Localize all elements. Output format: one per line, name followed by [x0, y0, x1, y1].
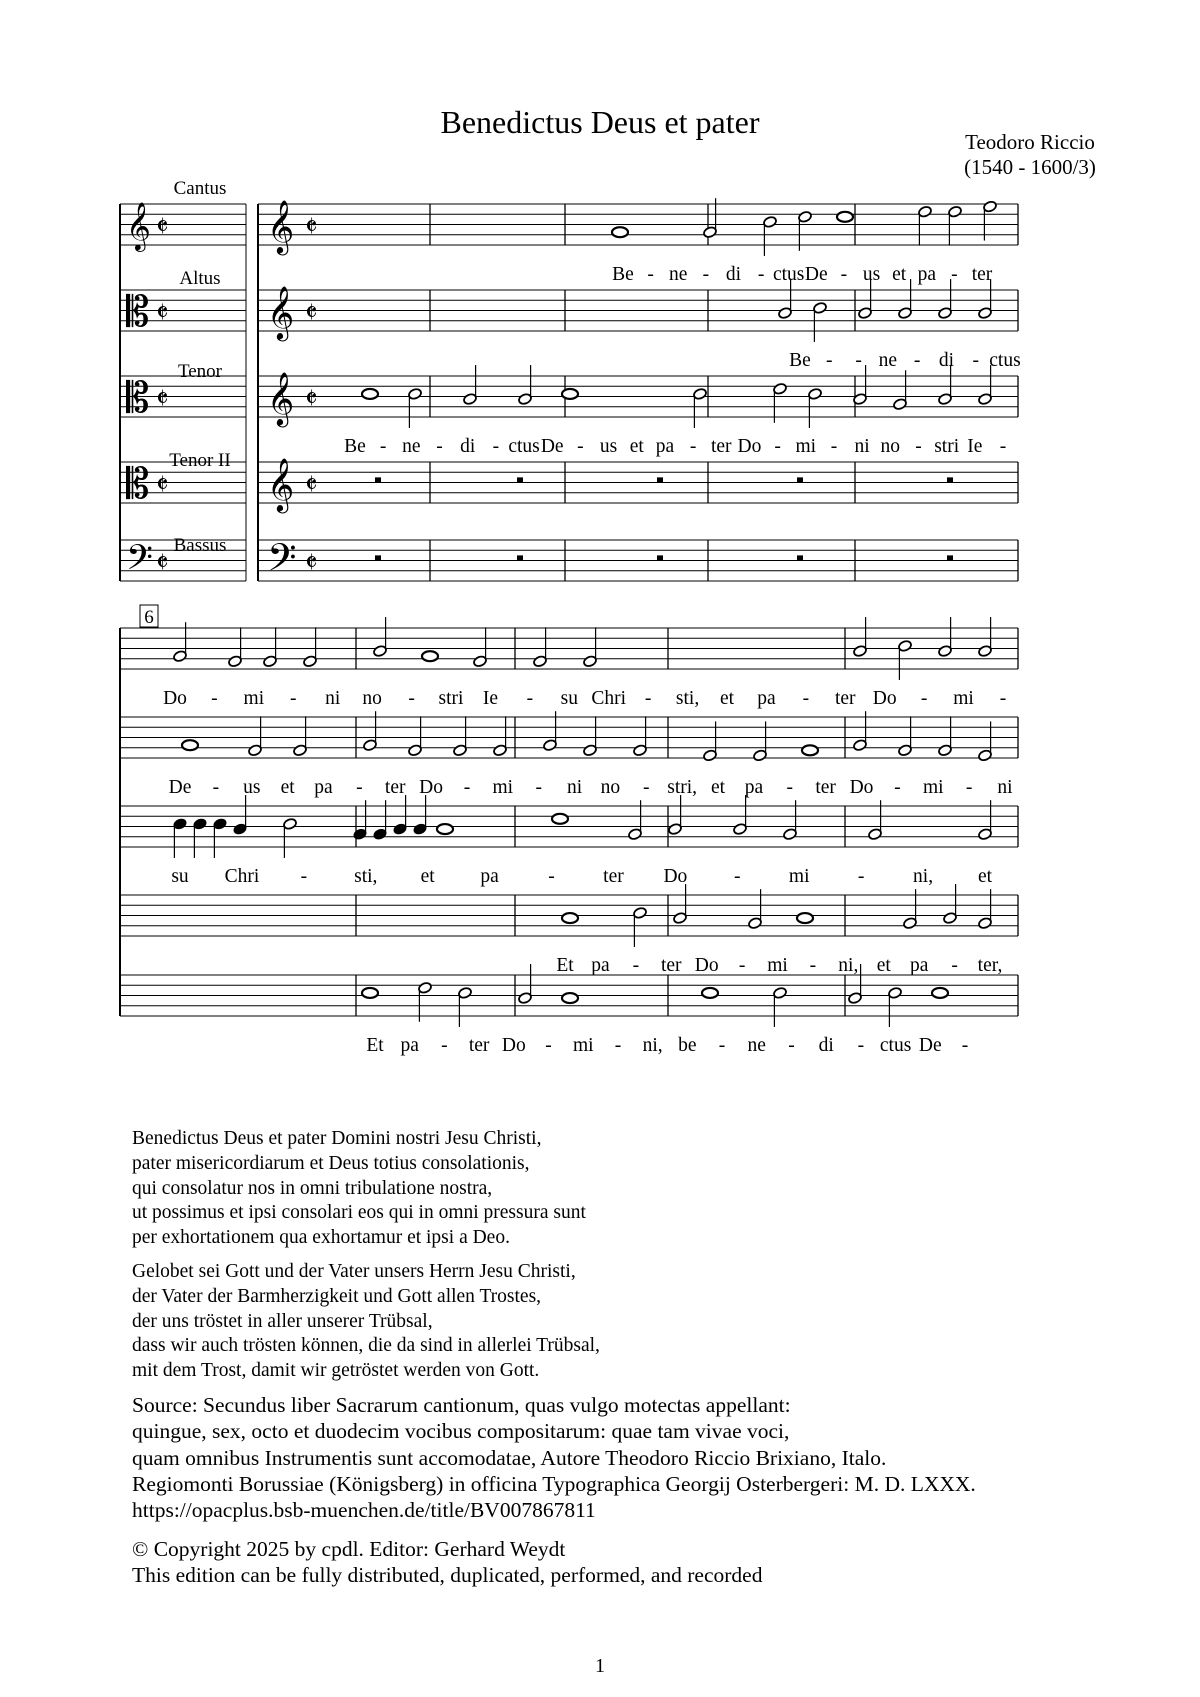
- lyric-syllable: -: [802, 688, 810, 709]
- text-line: qui consolatur nos in omni tribulatione nostra,: [132, 1177, 493, 1199]
- text-line: pater misericordiarum et Deus totius consolationis,: [132, 1152, 530, 1174]
- german-text: [132, 1260, 600, 1384]
- lyric-syllable: -: [463, 777, 471, 798]
- text-line: Benedictus Deus et pater Domini nostri Jesu Christi,: [132, 1128, 542, 1149]
- clef-glyph: 𝄞: [267, 201, 295, 252]
- lyric-syllable: -: [408, 688, 415, 709]
- clef-glyph: 𝄢: [267, 537, 297, 588]
- lyric-syllable: -: [535, 777, 542, 798]
- lyric-syllable: no: [880, 436, 901, 457]
- lyric-syllable: stri,: [667, 777, 698, 798]
- whole-note: [797, 913, 813, 923]
- lyric-syllable: us: [862, 264, 881, 285]
- source-url: https://opacplus.bsb-muenchen.de/title/BV007867811: [132, 1498, 596, 1523]
- lyric-syllable: pa: [480, 866, 499, 887]
- lyric-syllable: stri: [438, 688, 464, 709]
- copyright-text: [132, 1536, 762, 1589]
- lyric-syllable: sti,: [675, 688, 700, 709]
- text-line: der Vater der Barmherzigkeit und Gott allen Trostes,: [132, 1285, 542, 1307]
- incipit-clef-glyph: 𝄢: [126, 540, 154, 586]
- clef-glyph: 𝄞: [267, 287, 295, 338]
- whole-note: [362, 389, 378, 399]
- whole-note: [422, 651, 438, 661]
- lyric-syllable: -: [441, 1035, 448, 1056]
- whole-note: [562, 913, 578, 923]
- lyric-syllable: us: [599, 436, 618, 457]
- lyric-syllable: -: [999, 436, 1007, 457]
- time-signature: 𝄵: [305, 470, 318, 501]
- time-signature: 𝄵: [305, 548, 318, 579]
- lyric-syllable: -: [211, 688, 218, 709]
- lyric-syllable: De: [804, 264, 828, 285]
- lyric-syllable: pa: [917, 264, 936, 285]
- lyric-syllable: et: [420, 866, 435, 887]
- time-signature: 𝄵: [305, 384, 318, 415]
- lyric-syllable: -: [809, 955, 817, 976]
- lyric-syllable: ter,: [977, 955, 1003, 976]
- lyric-syllable: Et: [366, 1035, 384, 1056]
- lyric-syllable: -: [300, 866, 308, 887]
- rest: [947, 555, 953, 560]
- lyric-syllable: Chri: [591, 688, 627, 709]
- lyric-syllable: pa: [744, 777, 764, 798]
- lyric-syllable: ter: [384, 777, 406, 798]
- lyric-syllable: mi: [788, 866, 810, 887]
- lyric-syllable: et: [629, 436, 644, 457]
- lyric-syllable: Do: [849, 777, 874, 798]
- lyric-syllable: -: [644, 688, 652, 709]
- composer-dates: (1540 - 1600/3): [964, 155, 1096, 179]
- whole-note: [562, 993, 578, 1003]
- measure-number: 6: [144, 607, 154, 628]
- lyric-syllable: no: [600, 777, 621, 798]
- incipit-clef-glyph: 𝄡: [126, 290, 150, 336]
- time-signature: 𝄵: [156, 470, 169, 501]
- lyric-syllable: et: [280, 777, 295, 798]
- rest: [517, 555, 523, 560]
- page-number: 1: [595, 1655, 605, 1677]
- lyric-syllable: mi: [953, 688, 974, 709]
- lyric-syllable: ni,: [838, 955, 859, 976]
- text-line: mit dem Trost, damit wir getröstet werden von Gott.: [132, 1360, 540, 1382]
- text-line: dass wir auch trösten können, die da sind in allerlei Trübsal,: [132, 1335, 600, 1357]
- voice-label: Tenor: [177, 361, 223, 382]
- lyric-syllable: Be: [344, 436, 366, 457]
- lyric-syllable: ter: [834, 688, 856, 709]
- lyric-syllable: De: [168, 777, 192, 798]
- lyric-syllable: ctus: [772, 264, 805, 285]
- lyric-syllable: ni,: [642, 1035, 663, 1056]
- lyric-syllable: -: [840, 264, 848, 285]
- lyric-syllable: Be: [612, 264, 634, 285]
- lyric-syllable: -: [857, 866, 865, 887]
- composer-name: Teodoro Riccio: [965, 130, 1095, 154]
- lyric-syllable: -: [855, 350, 862, 371]
- rest: [657, 477, 663, 482]
- lyric-syllable: -: [965, 777, 973, 798]
- lyric-syllable: mi: [492, 777, 514, 798]
- text-line: der uns tröstet in aller unserer Trübsal,: [132, 1310, 433, 1332]
- lyric-syllable: mi: [922, 777, 944, 798]
- lyric-syllable: ni: [325, 688, 341, 709]
- whole-note: [702, 988, 718, 998]
- lyric-syllable: -: [857, 1035, 865, 1056]
- lyric-syllable: ne: [669, 264, 688, 285]
- lyric-syllable: mi: [572, 1035, 594, 1056]
- lyric-syllable: -: [734, 866, 741, 887]
- lyric-syllable: ter: [971, 264, 993, 285]
- lyric-syllable: -: [951, 264, 958, 285]
- lyric-syllable: di: [725, 264, 742, 285]
- lyric-syllable: et: [892, 264, 907, 285]
- lyric-syllable: -: [647, 264, 654, 285]
- lyric-syllable: Chri: [224, 866, 260, 887]
- lyric-syllable: mi: [243, 688, 265, 709]
- lyric-syllable: -: [702, 264, 710, 285]
- clef-glyph: 𝄞: [267, 373, 295, 424]
- whole-note: [362, 988, 378, 998]
- incipit-clef-glyph: 𝄡: [126, 462, 150, 508]
- lyric-syllable: be: [678, 1035, 697, 1056]
- lyric-syllable: -: [894, 777, 901, 798]
- lyric-syllable: ni,: [913, 866, 934, 887]
- rest: [947, 477, 953, 482]
- rest: [797, 555, 803, 560]
- lyric-syllable: De: [918, 1035, 942, 1056]
- time-signature: 𝄵: [156, 548, 169, 579]
- lyric-syllable: ter: [603, 866, 624, 887]
- time-signature: 𝄵: [156, 298, 169, 329]
- whole-note: [837, 212, 853, 222]
- lyric-syllable: ne: [878, 350, 898, 371]
- time-signature: 𝄵: [156, 212, 169, 243]
- voice-label: Tenor II: [169, 450, 231, 471]
- lyric-syllable: mi: [767, 955, 788, 976]
- lyric-syllable: Do: [663, 866, 688, 887]
- lyric-syllable: -: [757, 264, 765, 285]
- time-signature: 𝄵: [305, 212, 318, 243]
- text-line: Regiomonti Borussiae (Königsberg) in officina Typographica Georgij Osterbergeri: M. D. LXXX.: [132, 1471, 976, 1496]
- lyric-syllable: us: [243, 777, 261, 798]
- rest: [375, 477, 381, 482]
- lyric-syllable: ctus: [989, 350, 1021, 371]
- lyric-syllable: Do: [694, 955, 719, 976]
- lyric-syllable: -: [774, 436, 781, 457]
- lyric-syllable: stri: [934, 436, 960, 457]
- lyric-syllable: -: [738, 955, 746, 976]
- lyric-syllable: et: [977, 866, 993, 887]
- source-text: [132, 1392, 976, 1523]
- lyric-syllable: Ie: [482, 688, 499, 709]
- lyric-syllable: di: [460, 436, 476, 457]
- lyric-syllable: no: [362, 688, 382, 709]
- lyric-syllable: ter: [660, 955, 682, 976]
- lyric-syllable: pa: [909, 955, 929, 976]
- text-line: per exhortationem qua exhortamur et ipsi a Deo.: [132, 1227, 510, 1249]
- lyric-syllable: sti,: [354, 866, 378, 887]
- lyric-syllable: -: [548, 866, 555, 887]
- lyric-syllable: -: [436, 436, 443, 457]
- lyric-syllable: -: [961, 1035, 969, 1056]
- latin-text: [132, 1127, 586, 1251]
- lyric-syllable: di: [818, 1035, 834, 1056]
- incipit-clef-glyph: 𝄡: [126, 376, 150, 422]
- lyric-syllable: -: [689, 436, 697, 457]
- text-line: © Copyright 2025 by cpdl. Editor: Gerhard Weydt: [132, 1537, 566, 1561]
- lyric-syllable: et: [876, 955, 891, 976]
- text-line: Source: Secundus liber Sacrarum cantionum, quas vulgo motectas appellant:: [132, 1393, 791, 1417]
- lyric-syllable: Et: [556, 955, 574, 976]
- lyric-syllable: Do: [501, 1035, 526, 1056]
- rest: [657, 555, 663, 560]
- lyric-syllable: -: [920, 688, 928, 709]
- text-line: ut possimus et ipsi consolari eos qui in omni pressura sunt: [132, 1202, 586, 1224]
- text-line: quingue, sex, octo et duodecim vocibus compositarum: quae tam vivae voci,: [132, 1419, 790, 1444]
- lyric-syllable: -: [830, 436, 838, 457]
- voice-label: Altus: [179, 268, 221, 289]
- lyric-syllable: -: [718, 1035, 726, 1056]
- lyric-syllable: ne: [747, 1035, 766, 1056]
- lyric-syllable: -: [356, 777, 363, 798]
- lyric-syllable: -: [972, 350, 979, 371]
- lyric-syllable: pa: [314, 777, 333, 798]
- whole-note: [612, 227, 628, 237]
- lyric-syllable: et: [719, 688, 735, 709]
- lyric-syllable: -: [643, 777, 650, 798]
- lyric-syllable: -: [614, 1035, 622, 1056]
- lyric-syllable: De: [540, 436, 564, 457]
- lyric-syllable: Do: [872, 688, 897, 709]
- lyric-syllable: ctus: [879, 1035, 912, 1056]
- lyric-syllable: -: [826, 350, 833, 371]
- whole-note: [562, 389, 578, 399]
- lyric-syllable: -: [212, 777, 220, 798]
- page-title: Benedictus Deus et pater: [440, 104, 760, 140]
- incipit-clef-glyph: 𝄞: [126, 204, 151, 250]
- lyric-syllable: -: [999, 688, 1007, 709]
- lyric-syllable: -: [951, 955, 958, 976]
- lyric-syllable: Be: [789, 350, 811, 371]
- lyric-syllable: -: [290, 688, 297, 709]
- lyric-syllable: mi: [795, 436, 817, 457]
- rest: [797, 477, 803, 482]
- lyric-syllable: Do: [163, 688, 187, 709]
- lyric-syllable: ne: [402, 436, 421, 457]
- lyric-syllable: -: [788, 1035, 795, 1056]
- lyric-syllable: -: [492, 436, 500, 457]
- lyric-syllable: su: [560, 688, 578, 709]
- text-line: This edition can be fully distributed, duplicated, performed, and recorded: [132, 1563, 763, 1588]
- whole-note: [437, 824, 453, 834]
- lyric-syllable: ni: [997, 777, 1013, 798]
- whole-note: [802, 745, 818, 755]
- lyric-syllable: ter: [815, 777, 836, 798]
- lyric-syllable: -: [379, 436, 387, 457]
- lyric-syllable: et: [711, 777, 726, 798]
- lyric-syllable: Ie: [967, 436, 983, 457]
- lyric-syllable: -: [913, 350, 921, 371]
- text-line: Gelobet sei Gott und der Vater unsers Herrn Jesu Christi,: [132, 1261, 576, 1282]
- lyric-syllable: ctus: [508, 436, 540, 457]
- lyric-syllable: pa: [400, 1035, 419, 1056]
- lyric-syllable: -: [915, 436, 922, 457]
- whole-note: [932, 988, 948, 998]
- lyric-syllable: di: [938, 350, 955, 371]
- rest: [375, 555, 381, 560]
- lyric-syllable: ni: [854, 436, 870, 457]
- lyric-syllable: -: [632, 955, 640, 976]
- lyric-syllable: -: [526, 688, 534, 709]
- time-signature: 𝄵: [305, 298, 318, 329]
- clef-glyph: 𝄞: [267, 459, 295, 510]
- lyric-syllable: Do: [419, 777, 444, 798]
- lyric-syllable: -: [545, 1035, 552, 1056]
- lyric-syllable: pa: [655, 436, 675, 457]
- lyric-syllable: Do: [737, 436, 762, 457]
- voice-label: Bassus: [173, 535, 227, 556]
- lyric-syllable: pa: [591, 955, 610, 976]
- text-line: quam omnibus Instrumentis sunt accomodatae, Autore Theodoro Riccio Brixiano, Italo.: [132, 1445, 887, 1470]
- lyric-syllable: -: [577, 436, 584, 457]
- whole-note: [552, 814, 568, 824]
- rest: [517, 477, 523, 482]
- lyric-syllable: ter: [710, 436, 732, 457]
- whole-note: [182, 740, 198, 750]
- lyric-syllable: su: [171, 866, 189, 887]
- lyric-syllable: ni: [566, 777, 583, 798]
- lyric-syllable: -: [786, 777, 794, 798]
- lyric-syllable: pa: [757, 688, 776, 709]
- voice-label: Cantus: [173, 178, 227, 199]
- time-signature: 𝄵: [156, 384, 169, 415]
- lyric-syllable: ter: [468, 1035, 490, 1056]
